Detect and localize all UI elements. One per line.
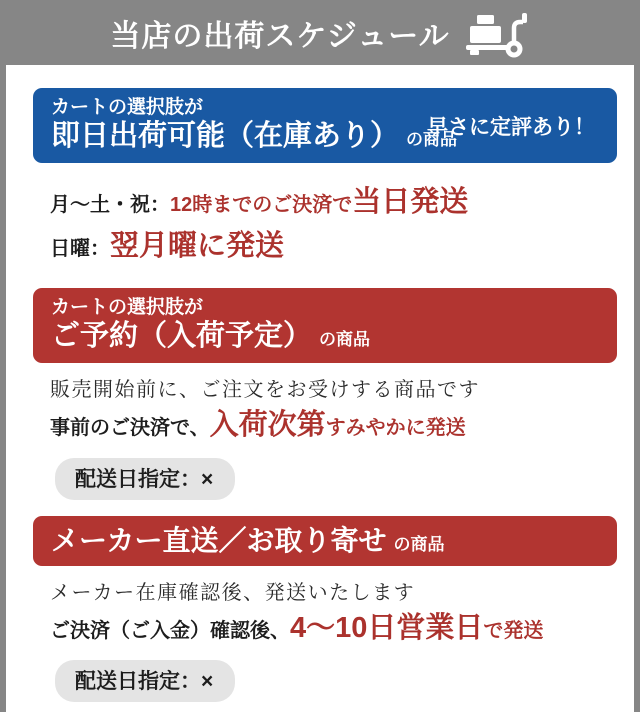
banner-preorder-subtitle: カートの選択肢が	[51, 297, 204, 319]
direct-description: メーカー在庫確認後、発送いたします	[50, 581, 416, 604]
banner-direct-title-row	[51, 525, 599, 557]
direct-ship-tail: で発送	[483, 619, 544, 642]
preorder-schedule-block	[50, 376, 617, 500]
speed-badge: 早さに定評あり！	[427, 116, 595, 140]
preorder-ship-tail: すみやかに発送	[325, 417, 466, 440]
sunday-label: 日曜：	[50, 237, 110, 260]
sameday-sunday-row	[50, 225, 617, 269]
banner-sameday-suffix: の商品	[406, 129, 458, 149]
banner-preorder-title-row	[51, 320, 599, 353]
banner-direct-title: メーカー直送／お取り寄せ	[51, 524, 387, 556]
direct-ship-highlight: 4～10日営業日	[290, 611, 484, 644]
banner-sameday	[33, 88, 617, 163]
preorder-ship-row	[50, 404, 617, 448]
preorder-ship-highlight: 入荷次第	[209, 409, 326, 442]
delivery-date-pill: 配送日指定：×	[55, 660, 235, 702]
delivery-date-pill: 配送日指定：×	[55, 458, 235, 500]
page-title: 当店の出荷スケジュール	[110, 19, 450, 53]
direct-label: ご決済（ご入金）確認後、	[50, 619, 290, 642]
hand-truck-icon	[464, 12, 530, 60]
direct-schedule-block	[50, 579, 617, 703]
banner-direct-suffix: の商品	[393, 534, 445, 554]
sameday-weekday-row	[50, 181, 617, 225]
preorder-label: 事前のご決済で、	[50, 417, 210, 440]
sameday-schedule-block	[50, 181, 617, 268]
content-panel	[6, 65, 634, 712]
banner-sameday-title: 即日出荷可能（在庫あり）	[51, 119, 400, 152]
banner-sameday-subtitle: カートの選択肢が	[51, 97, 204, 118]
banner-preorder	[33, 288, 617, 363]
banner-direct	[33, 516, 617, 566]
weekday-label: 月～土・祝：	[50, 194, 170, 217]
weekday-ship-highlight: 当日発送	[352, 186, 469, 219]
sunday-ship-highlight: 翌月曜に発送	[110, 229, 285, 262]
banner-preorder-title: ご予約（入荷予定）	[51, 319, 313, 352]
preorder-description: 販売開始前に、ご注文をお受けする商品です	[50, 379, 480, 402]
weekday-condition: 12時までのご決済で	[170, 194, 353, 217]
banner-preorder-suffix: の商品	[319, 329, 371, 349]
page-header	[6, 0, 634, 65]
direct-ship-row	[50, 607, 617, 651]
